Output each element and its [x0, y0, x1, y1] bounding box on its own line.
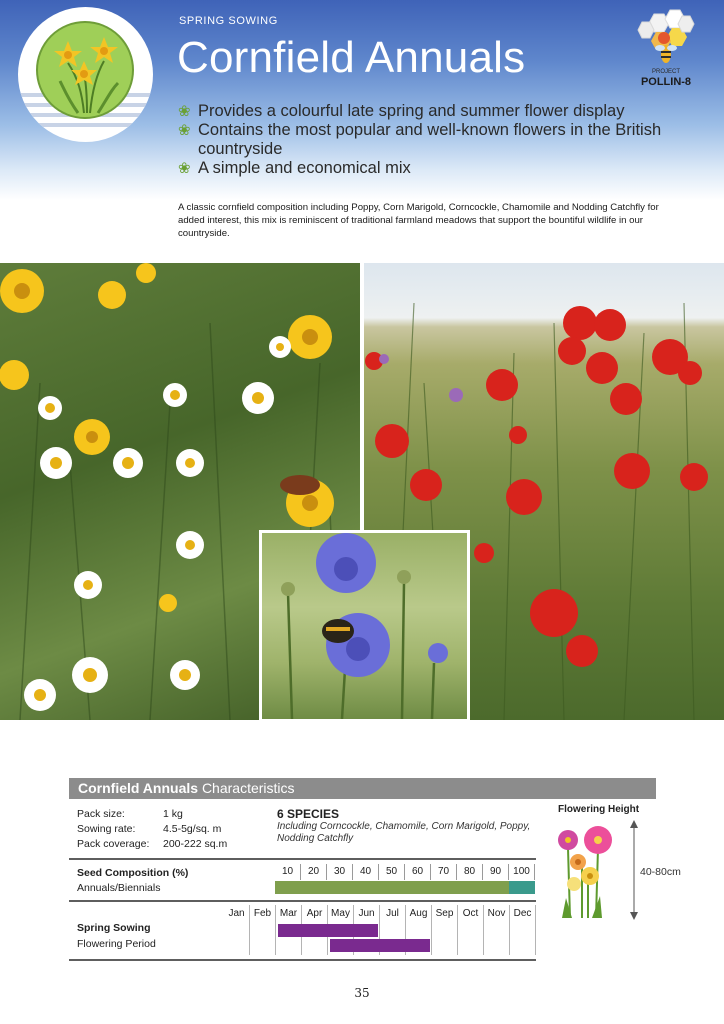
annuals-label: Annuals/Biennials [77, 882, 161, 894]
month-column: Dec [510, 905, 536, 955]
daffodil-illustration [36, 21, 134, 119]
pack-size-label: Pack size: [77, 808, 125, 820]
mix-logo [18, 7, 153, 142]
pack-size-value: 1 kg [163, 808, 183, 820]
characteristics-header: Cornfield Annuals Characteristics [69, 778, 656, 799]
sowing-calendar [224, 905, 536, 955]
flower-bullet-icon: ❀ [178, 160, 191, 177]
flowering-height-value: 40-80cm [640, 866, 681, 878]
brand-label: POLLIN-8 [640, 76, 692, 88]
month-column: Sep [432, 905, 458, 955]
height-arrow-icon [628, 820, 640, 920]
flower-bullet-icon: ❀ [178, 122, 191, 139]
scale-tick-label: 10 [275, 864, 301, 880]
month-column: Apr [302, 905, 328, 955]
scale-tick-label: 20 [301, 864, 327, 880]
pack-coverage-label: Pack coverage: [77, 838, 150, 850]
annuals-composition-bar [275, 881, 509, 894]
month-column: Jun [354, 905, 380, 955]
section-kicker: SPRING SOWING [179, 15, 278, 27]
divider [69, 959, 536, 961]
sowing-rate-value: 4.5-5g/sq. m [163, 823, 222, 835]
intro-paragraph: A classic cornfield composition including Poppy, Corn Marigold, Corncockle, Chamomile and Nodding Catchfly for added interest, this mix is reminiscent of traditional farmland meadows that support the bountiful wildlife in our countryside. [178, 202, 659, 239]
feature-item: ❀ Provides a colourful late spring and summer flower display [178, 102, 625, 120]
month-column: Mar [276, 905, 302, 955]
flower-bullet-icon: ❀ [178, 103, 191, 120]
pack-coverage-value: 200-222 sq.m [163, 838, 228, 850]
scale-tick-label: 70 [431, 864, 457, 880]
scale-tick-label: 80 [457, 864, 483, 880]
flowering-period-bar [330, 939, 430, 952]
scale-tick-label: 40 [353, 864, 379, 880]
flowering-height-label: Flowering Height [558, 804, 640, 815]
page-title: Cornfield Annuals [177, 33, 526, 82]
month-column: Feb [250, 905, 276, 955]
month-column: Jan [224, 905, 250, 955]
divider [69, 900, 536, 902]
scale-tick-label: 30 [327, 864, 353, 880]
scale-tick-label: 50 [379, 864, 405, 880]
month-column: Jul [380, 905, 406, 955]
bee-hexagon-icon [634, 8, 698, 68]
divider [69, 858, 536, 860]
flowering-period-label: Flowering Period [77, 938, 156, 950]
seed-composition-scale [275, 864, 535, 896]
month-column: Oct [458, 905, 484, 955]
month-column: May [328, 905, 354, 955]
scale-tick-label: 60 [405, 864, 431, 880]
feature-list [178, 102, 698, 178]
month-column: Nov [484, 905, 510, 955]
spring-sowing-bar [278, 924, 378, 937]
cornflower-bee-photo [259, 530, 470, 722]
flower-bouquet-illustration [552, 818, 622, 920]
annuals-composition-end-bar [509, 881, 535, 894]
page-number: 35 [354, 986, 370, 1000]
spring-sowing-label: Spring Sowing [77, 922, 151, 934]
scale-tick-label: 100 [509, 864, 535, 880]
feature-item: ❀ Contains the most popular and well-known flowers in the British countryside [178, 121, 662, 158]
pollin8-badge [634, 8, 698, 94]
seed-composition-label: Seed Composition (%) [77, 867, 189, 879]
species-count: 6 SPECIES [277, 807, 340, 821]
feature-item: ❀ A simple and economical mix [178, 159, 411, 177]
brand-label-small: PROJECT [651, 69, 680, 75]
species-list: Including Corncockle, Chamomile, Corn Marigold, Poppy, Nodding Catchfly [277, 821, 531, 844]
scale-tick-label: 90 [483, 864, 509, 880]
sowing-rate-label: Sowing rate: [77, 823, 136, 835]
month-column: Aug [406, 905, 432, 955]
